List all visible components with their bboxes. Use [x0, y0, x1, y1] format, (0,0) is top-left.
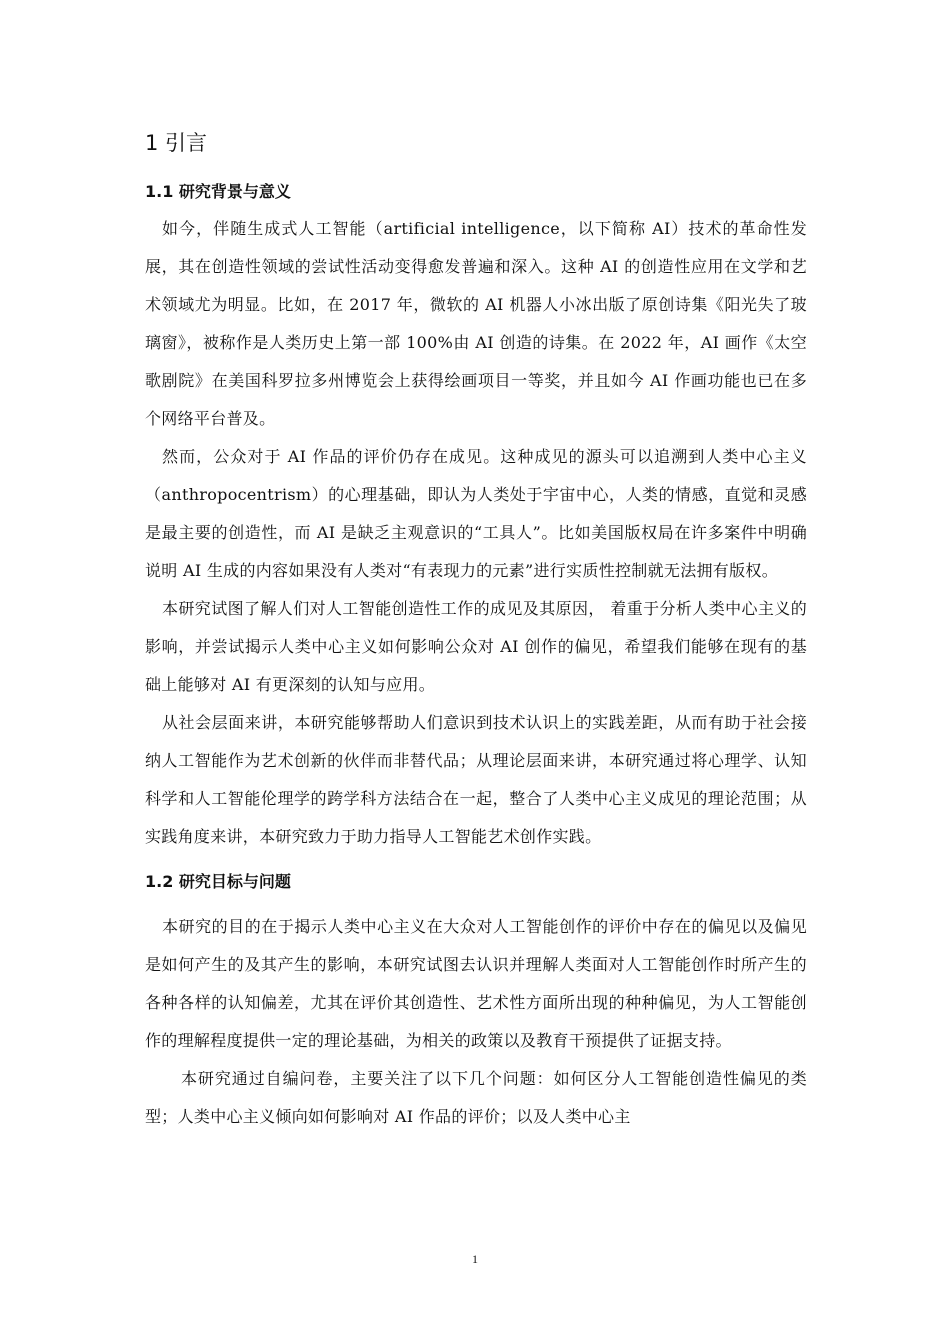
paragraph: 本研究试图了解人们对人工智能创造性工作的成见及其原因， 着重于分析人类中心主义的影响，并尝试揭示人类中心主义如何影响公众对 AI 创作的偏见，希望我们能够在现有的基础上能够对 AI 有更深刻的认知与应用。 — [145, 599, 807, 694]
page-number: 1 — [472, 1252, 478, 1266]
section-background — [145, 180, 807, 856]
chapter-title: 1 引言 — [145, 131, 208, 155]
section-title-goals: 1.2 研究目标与问题 — [145, 872, 291, 891]
paragraph: 如今，伴随生成式人工智能（artificial intelligence，以下简称 AI）技术的革命性发展，其在创造性领域的尝试性活动变得愈发普遍和深入。这种 AI 的创造性应用在文学和艺术领域尤为明显。比如，在 2017 年，微软的 AI 机器人小冰出版了原创诗集《阳光失了玻璃窗》，被称作是人类历史上第一部 100%由 AI 创造的诗集。在 2022 年，AI 画作《太空歌剧院》在美国科罗拉多州博览会上获得绘画项目一等奖，并且如今 AI 作画功能也已在多个网络平台普及。 — [145, 219, 807, 428]
section-title-background: 1.1 研究背景与意义 — [145, 182, 291, 201]
section-goals — [145, 870, 807, 1136]
paragraph: 从社会层面来讲，本研究能够帮助人们意识到技术认识上的实践差距，从而有助于社会接纳人工智能作为艺术创新的伙伴而非替代品；从理论层面来讲，本研究通过将心理学、认知科学和人工智能伦理学的跨学科方法结合在一起，整合了人类中心主义成见的理论范围；从实践角度来讲，本研究致力于助力指导人工智能艺术创作实践。 — [145, 713, 807, 846]
paragraph: 本研究通过自编问卷，主要关注了以下几个问题：如何区分人工智能创造性偏见的类型；人类中心主义倾向如何影响对 AI 作品的评价；以及人类中心主 — [145, 1069, 807, 1126]
paragraph: 本研究的目的在于揭示人类中心主义在大众对人工智能创作的评价中存在的偏见以及偏见是如何产生的及其产生的影响，本研究试图去认识并理解人类面对人工智能创作时所产生的各种各样的认知偏差，尤其在评价其创造性、艺术性方面所出现的种种偏见，为人工智能创作的理解程度提供一定的理论基础，为相关的政策以及教育干预提供了证据支持。 — [145, 917, 807, 1050]
paragraph: 然而，公众对于 AI 作品的评价仍存在成见。这种成见的源头可以追溯到人类中心主义（anthropocentrism）的心理基础，即认为人类处于宇宙中心，人类的情感，直觉和灵感是最主要的创造性，而 AI 是缺乏主观意识的“工具人”。比如美国版权局在许多案件中明确说明 AI 生成的内容如果没有人类对“有表现力的元素”进行实质性控制就无法拥有版权。 — [145, 447, 807, 580]
page-content — [145, 120, 807, 1136]
